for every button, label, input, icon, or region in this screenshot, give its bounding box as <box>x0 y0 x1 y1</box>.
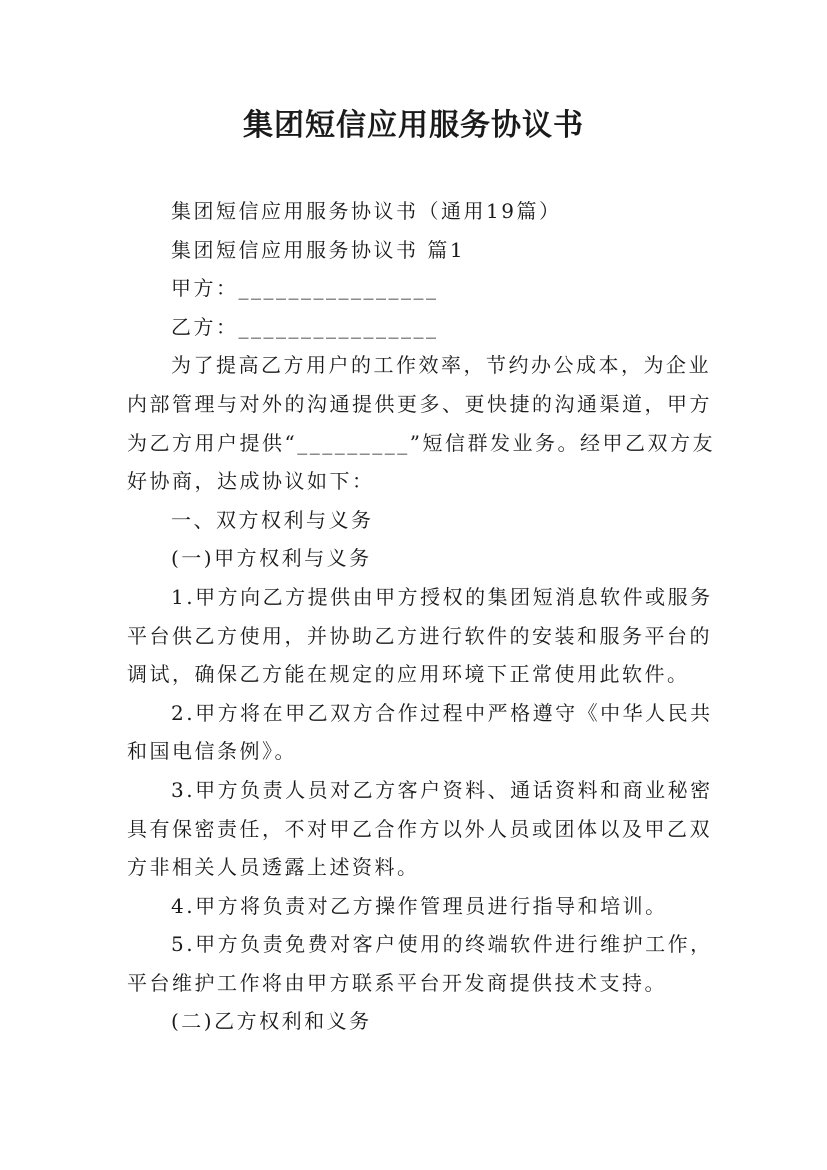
paragraph-clause-2: 2.甲方将在甲乙双方合作过程中严格遵守《中华人民共和国电信条例》。 <box>127 700 713 764</box>
document-title: 集团短信应用服务协议书 <box>243 108 584 143</box>
paragraph-party-a: 甲方：________________ <box>171 276 439 301</box>
paragraph-section-heading: 集团短信应用服务协议书 篇1 <box>171 237 466 262</box>
paragraph-heading-rights: 一、双方权利与义务 <box>171 507 374 532</box>
paragraph-subtitle: 集团短信应用服务协议书（通用19篇） <box>171 199 562 223</box>
document-body <box>127 192 715 1041</box>
paragraph-clause-5: 5.甲方负责免费对客户使用的终端软件进行维护工作，平台维护工作将由甲方联系平台开发商提供技术支持。 <box>127 932 713 995</box>
paragraph-clause-4: 4.甲方将负责对乙方操作管理员进行指导和培训。 <box>171 893 668 918</box>
paragraph-party-b: 乙方：________________ <box>171 314 439 339</box>
paragraph-clause-1: 1.甲方向乙方提供由甲方授权的集团短消息软件或服务平台供乙方使用，并协助乙方进行软件的安装和服务平台的调试，确保乙方能在规定的应用环境下正常使用此软件。 <box>127 584 713 687</box>
paragraph-clause-3: 3.甲方负责人员对乙方客户资料、通话资料和商业秘密具有保密责任，不对甲乙合作方以外人员或团体以及甲乙双方非相关人员透露上述资料。 <box>127 777 713 880</box>
paragraph-heading-party-a-rights: (一)甲方权利与义务 <box>171 546 372 571</box>
paragraph-heading-party-b-rights: (二)乙方权利和义务 <box>171 1009 372 1034</box>
paragraph-preamble: 为了提高乙方用户的工作效率，节约办公成本，为企业内部管理与对外的沟通提供更多、更快捷的沟通渠道，甲方为乙方用户提供“_________”短信群发业务。经甲乙双方友好协商，达成协议如下： <box>127 353 715 494</box>
